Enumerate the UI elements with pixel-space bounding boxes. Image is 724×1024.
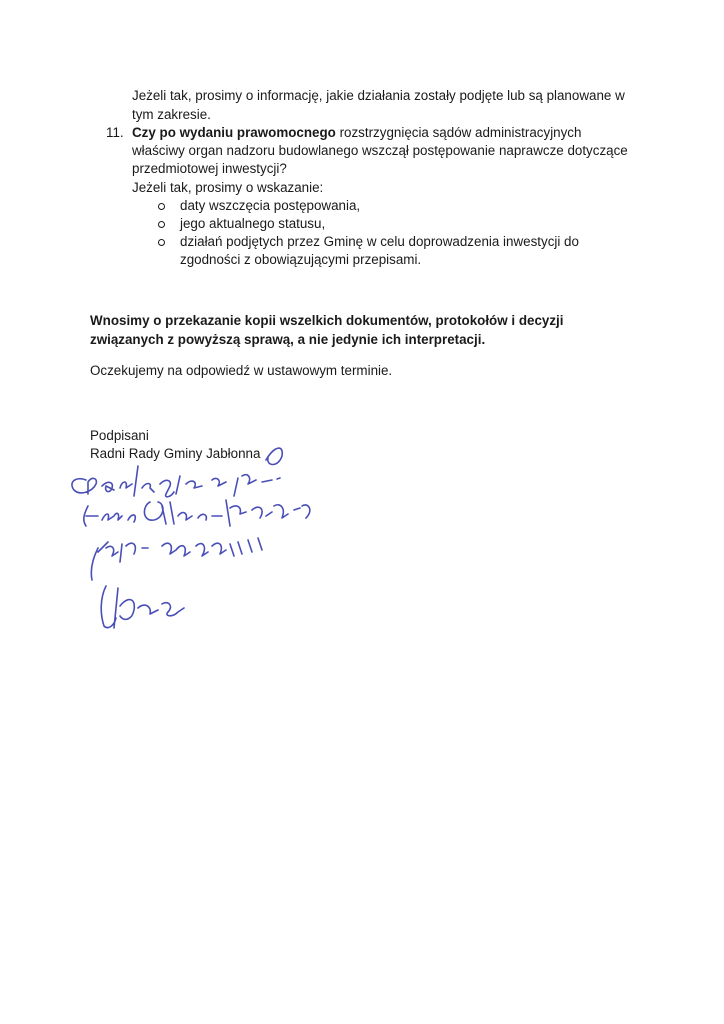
- item11-line4: Jeżeli tak, prosimy o wskazanie:: [132, 180, 324, 195]
- bullet-item-3-line2: zgodności z obowiązującymi przepisami.: [180, 252, 422, 267]
- signature-3: [91, 538, 262, 580]
- signature-1-tail: [262, 478, 280, 482]
- bullet-item-2: jego aktualnego statusu,: [180, 216, 326, 231]
- signature-label: Podpisani: [90, 428, 149, 443]
- signatories-name: Radni Rady Gminy Jabłonna: [90, 446, 261, 461]
- item11-number: 11.: [106, 125, 124, 140]
- item11-line2: właściwy organ nadzoru budowlanego wszczął postępowanie naprawcze dotyczące: [132, 143, 628, 158]
- signature-4: [101, 586, 184, 628]
- item11-line1-rest: rozstrzygnięcia sądów administracyjnych: [335, 125, 582, 140]
- hollow-bullet-icon: [158, 221, 165, 228]
- bullet-item-1: daty wszczęcia postępowania,: [180, 198, 361, 213]
- signature-2: [84, 500, 310, 526]
- item11-line1: [132, 124, 581, 143]
- item10-continuation-line1: Jeżeli tak, prosimy o informację, jakie działania zostały podjęte lub są planowane w: [132, 88, 625, 103]
- bullet-item-3-line1: działań podjętych przez Gminę w celu doprowadzenia inwestycji do: [180, 234, 579, 249]
- item10-continuation-line2: tym zakresie.: [132, 107, 211, 122]
- request-line2: związanych z powyższą sprawą, a nie jedynie ich interpretacji.: [90, 332, 486, 347]
- signature-1: [72, 448, 282, 497]
- handwritten-signatures: [62, 436, 342, 646]
- item11-line3: przedmiotowej inwestycji?: [132, 161, 287, 176]
- hollow-bullet-icon: [158, 203, 165, 210]
- closing-sentence: Oczekujemy na odpowiedź w ustawowym terminie.: [90, 363, 393, 378]
- hollow-bullet-icon: [158, 239, 165, 246]
- request-line1: Wnosimy o przekazanie kopii wszelkich dokumentów, protokołów i decyzji: [90, 313, 564, 328]
- item11-bold-lead: Czy po wydaniu prawomocnego: [132, 125, 336, 140]
